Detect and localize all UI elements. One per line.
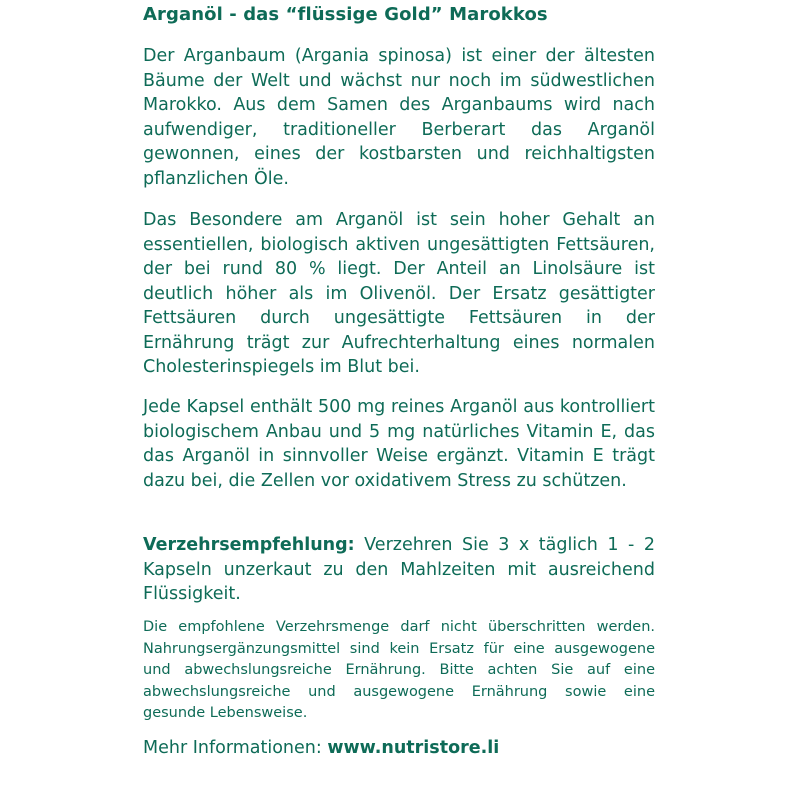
dosage-label: Verzehrsempfehlung: — [143, 535, 355, 555]
dosage-paragraph — [143, 533, 655, 607]
website-link[interactable]: www.nutristore.li — [327, 738, 500, 758]
more-info-line — [143, 738, 499, 758]
product-title: Arganöl - das “flüssige Gold” Marokkos — [143, 4, 548, 25]
capsule-content-paragraph: Jede Kapsel enthält 500 mg reines Arganöl aus kontrolliert biologischem Anbau und 5 mg natürliches Vitamin E, das das Arganöl in sinnvoller Weise ergänzt. Vitamin E trägt dazu bei, die Zellen vor oxidativem Stress zu schützen. — [143, 397, 655, 491]
disclaimer-paragraph: Die empfohlene Verzehrsmenge darf nicht überschritten werden. Nahrungsergänzungsmittel sind kein Ersatz für eine ausgewogene und abwechslungsreiche Ernährung. Bitte achten Sie auf eine abwechslungsreiche und ausgewogene Ernährung sowie eine gesunde Lebensweise. — [143, 619, 655, 721]
dosage-text: Verzehren Sie 3 x täglich 1 - 2 Kapseln unzerkaut zu den Mahlzeiten mit ausreichend Flüssigkeit. — [143, 535, 655, 604]
more-info-label: Mehr Informationen: — [143, 738, 328, 758]
fatty-acids-paragraph: Das Besondere am Arganöl ist sein hoher Gehalt an essentiellen, biologisch aktiven ungesättigten Fettsäuren, der bei rund 80 % liegt. Der Anteil an Linolsäure ist deutlich höher als im Olivenöl. Der Ersatz gesättigter Fettsäuren durch ungesättigte Fettsäuren in der Ernährung trägt zur Aufrechterhaltung eines normalen Cholesterinspiegels im Blut bei. — [143, 210, 655, 377]
intro-paragraph: Der Arganbaum (Argania spinosa) ist einer der ältesten Bäume der Welt und wächst nur noch im südwestlichen Marokko. Aus dem Samen des Arganbaums wird nach aufwendiger, traditioneller Berberart das Arganöl gewonnen, eines der kostbarsten und reichhaltigsten pflanzlichen Öle. — [143, 46, 655, 189]
